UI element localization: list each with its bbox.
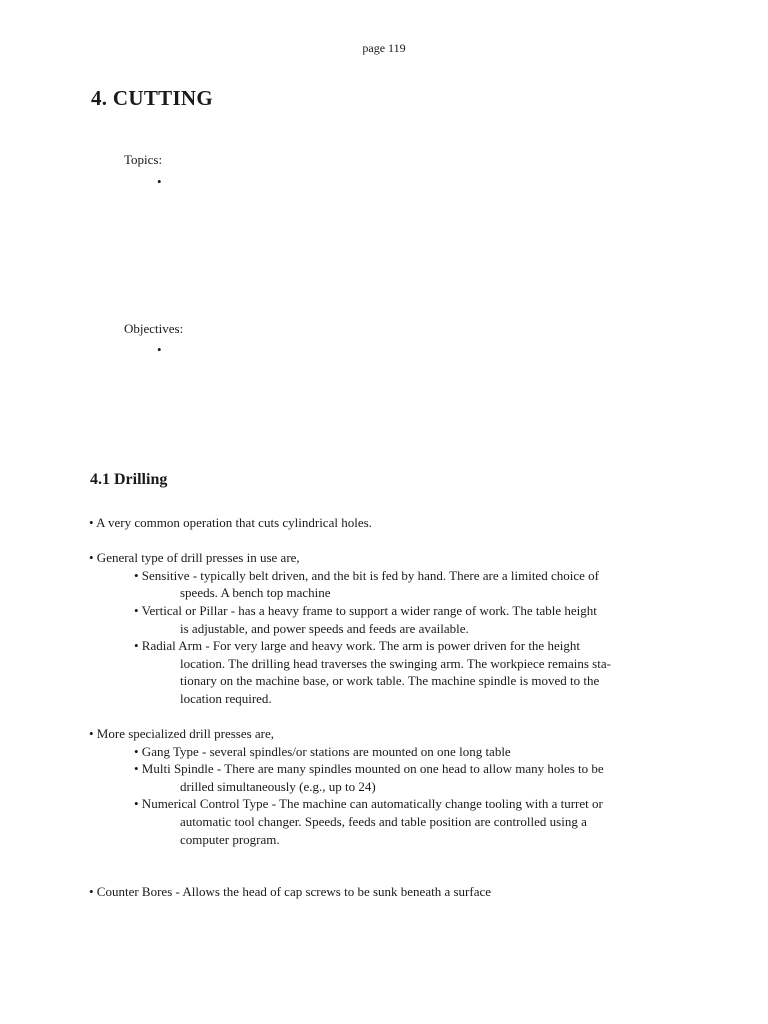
list-item-continuation: tionary on the machine base, or work table. The machine spindle is moved to the [180, 673, 600, 688]
list-item-vertical: • Vertical or Pillar - has a heavy frame to support a wider range of work. The table height [134, 603, 597, 618]
list-item-gang-type: • Gang Type - several spindles/or stations are mounted on one long table [134, 744, 511, 759]
objectives-label: Objectives: [124, 321, 184, 336]
list-item-continuation: location. The drilling head traverses the swinging arm. The workpiece remains sta- [180, 656, 611, 671]
list-item-sensitive: • Sensitive - typically belt driven, and the bit is fed by hand. There are a limited choice of [134, 568, 599, 583]
list-item-radial-arm: • Radial Arm - For very large and heavy work. The arm is power driven for the height [134, 638, 580, 653]
chapter-title: 4. CUTTING [91, 86, 214, 110]
topics-bullet: • [157, 174, 162, 189]
counter-bores-paragraph: • Counter Bores - Allows the head of cap screws to be sunk beneath a surface [89, 884, 492, 899]
list-item-continuation: drilled simultaneously (e.g., up to 24) [180, 779, 376, 794]
list-item-continuation: computer program. [180, 832, 280, 847]
section-title: 4.1 Drilling [90, 471, 168, 488]
topics-label: Topics: [124, 152, 163, 167]
list-item-multi-spindle: • Multi Spindle - There are many spindles mounted on one head to allow many holes to be [134, 761, 604, 776]
list-item-continuation: speeds. A bench top machine [180, 585, 331, 600]
specialized-heading: • More specialized drill presses are, [89, 726, 275, 741]
page-number: page 119 [362, 41, 406, 55]
list-item-numerical-control: • Numerical Control Type - The machine can automatically change tooling with a turret or [134, 796, 603, 811]
list-item-continuation: automatic tool changer. Speeds, feeds and table position are controlled using a [180, 814, 587, 829]
objectives-bullet: • [157, 342, 162, 357]
list-item-continuation: is adjustable, and power speeds and feeds are available. [180, 621, 469, 636]
intro-paragraph: • A very common operation that cuts cylindrical holes. [89, 515, 372, 530]
general-heading: • General type of drill presses in use are, [89, 550, 300, 565]
list-item-continuation: location required. [180, 691, 272, 706]
